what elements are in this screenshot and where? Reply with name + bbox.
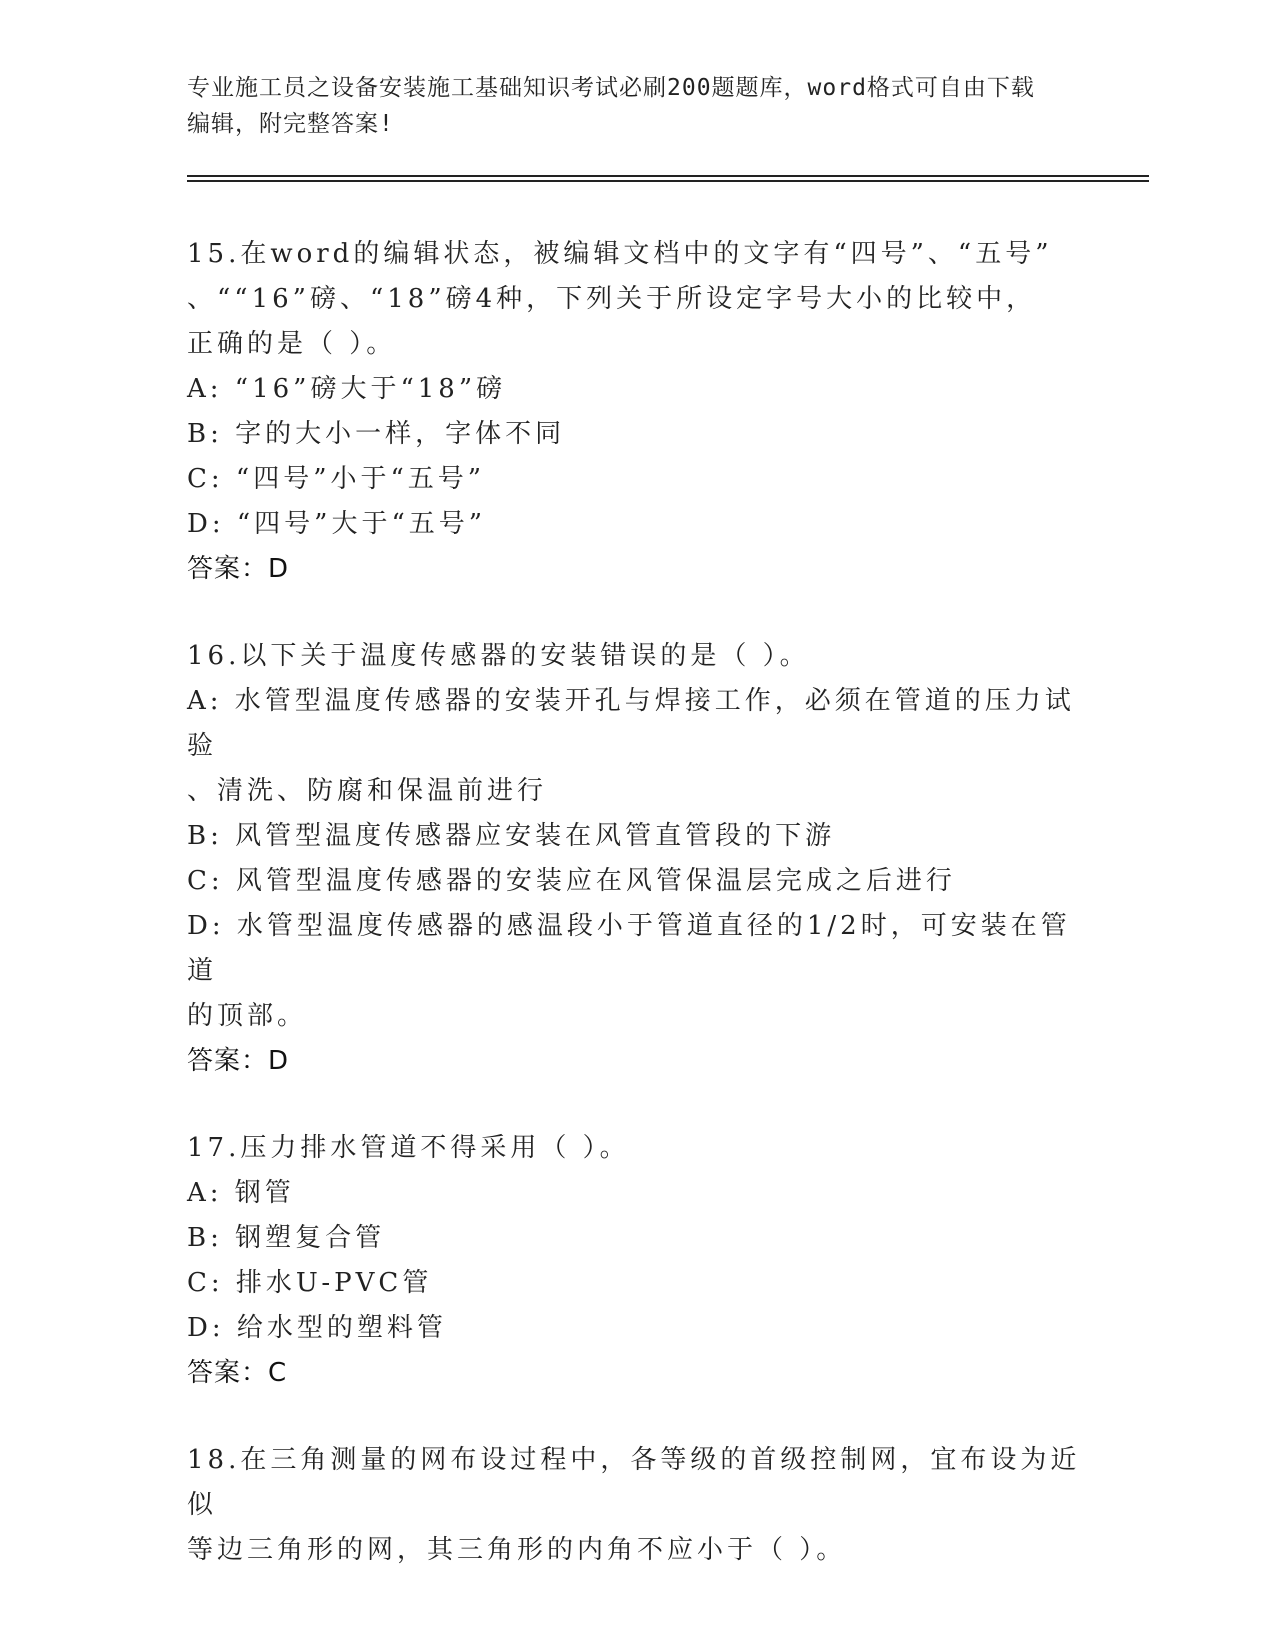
option-b: B: 钢塑复合管 bbox=[187, 1223, 386, 1253]
question-list bbox=[187, 232, 1087, 1615]
answer-label: 答案：C bbox=[187, 1358, 288, 1388]
question-text: 18.在三角测量的网布设过程中，各等级的首级控制网，宜布设为近似 bbox=[187, 1445, 1081, 1520]
question-16 bbox=[187, 634, 1087, 1084]
question-text: 正确的是（ ）。 bbox=[187, 329, 397, 359]
document-header bbox=[187, 70, 1087, 142]
question-text: 15.在word的编辑状态，被编辑文档中的文字有“四号”、“五号” bbox=[187, 239, 1053, 269]
question-15 bbox=[187, 232, 1087, 592]
option-c: C: “四号”小于“五号” bbox=[187, 464, 486, 494]
option-a: A: 水管型温度传感器的安装开孔与焊接工作，必须在管道的压力试验 bbox=[187, 686, 1075, 761]
option-d: D: “四号”大于“五号” bbox=[187, 509, 487, 539]
option-b: B: 风管型温度传感器应安装在风管直管段的下游 bbox=[187, 821, 836, 851]
option-d: D: 水管型温度传感器的感温段小于管道直径的1/2时，可安装在管道 bbox=[187, 911, 1071, 986]
answer-label: 答案：D bbox=[187, 1046, 290, 1076]
question-text: 17.压力排水管道不得采用（ ）。 bbox=[187, 1133, 630, 1163]
option-b: B: 字的大小一样，字体不同 bbox=[187, 419, 566, 449]
question-text: 、““16”磅、“18”磅4种，下列关于所设定字号大小的比较中， bbox=[187, 284, 1037, 314]
option-c: C: 排水U-PVC管 bbox=[187, 1268, 433, 1298]
option-a-continued: 、清洗、防腐和保温前进行 bbox=[187, 776, 548, 806]
header-divider-bottom bbox=[187, 180, 1149, 182]
option-a: A: 钢管 bbox=[187, 1178, 295, 1208]
question-17 bbox=[187, 1126, 1087, 1396]
header-divider-top bbox=[187, 175, 1149, 177]
question-18 bbox=[187, 1438, 1087, 1573]
question-text: 等边三角形的网，其三角形的内角不应小于（ ）。 bbox=[187, 1535, 847, 1565]
answer-label: 答案：D bbox=[187, 554, 290, 584]
option-c: C: 风管型温度传感器的安装应在风管保温层完成之后进行 bbox=[187, 866, 956, 896]
option-a: A: “16”磅大于“18”磅 bbox=[187, 374, 507, 404]
option-d: D: 给水型的塑料管 bbox=[187, 1313, 447, 1343]
question-text: 16.以下关于温度传感器的安装错误的是（ ）。 bbox=[187, 641, 810, 671]
header-line-1: 专业施工员之设备安装施工基础知识考试必刷200题题库，word格式可自由下载 bbox=[187, 75, 1035, 101]
option-d-continued: 的顶部。 bbox=[187, 1001, 308, 1031]
header-line-2: 编辑，附完整答案! bbox=[187, 111, 394, 137]
